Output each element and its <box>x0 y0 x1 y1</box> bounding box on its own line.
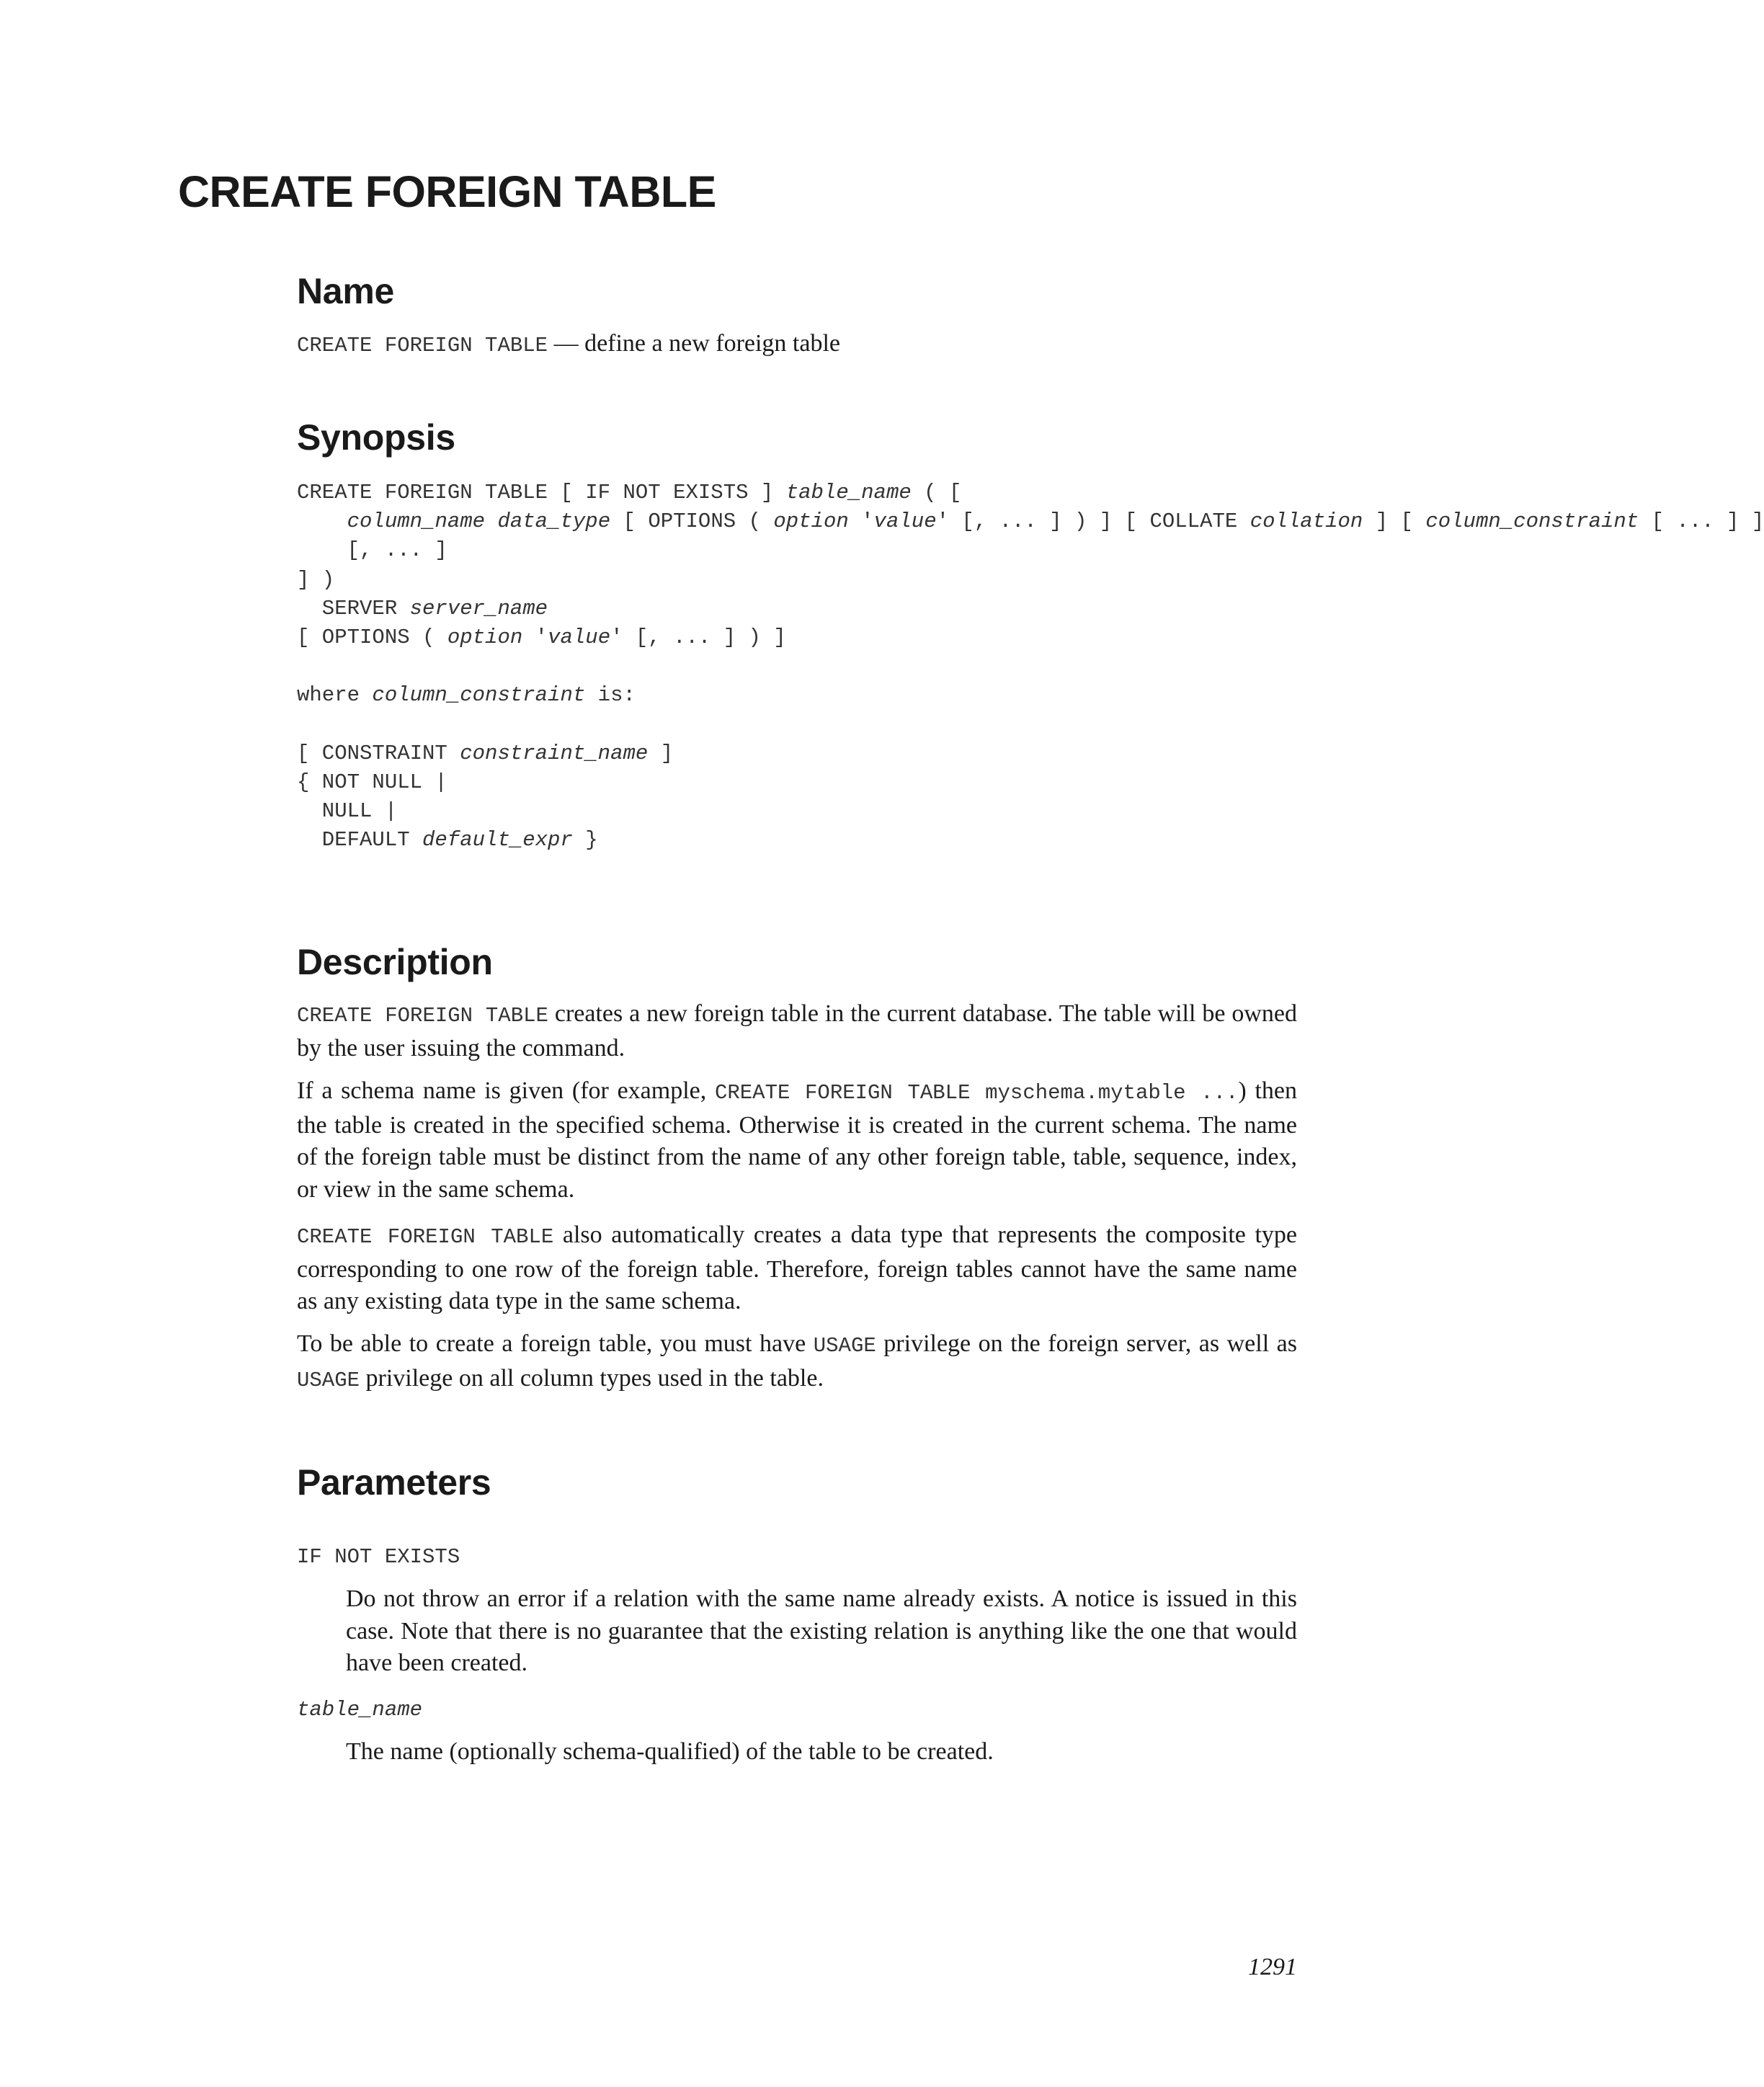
synopsis-keyword: ' [, ... ] ) ] [ COLLATE <box>936 509 1250 534</box>
parameter-definition: The name (optionally schema-qualified) of the table to be created. <box>346 1738 994 1765</box>
synopsis-line <box>297 770 447 794</box>
synopsis-placeholder: option <box>447 626 523 650</box>
synopsis-keyword: where <box>297 683 373 708</box>
parameter-term: IF NOT EXISTS <box>297 1545 460 1569</box>
synopsis-keyword: [ OPTIONS ( <box>297 626 447 650</box>
synopsis-placeholder: server_name <box>409 596 548 620</box>
synopsis-keyword <box>485 509 497 533</box>
inline-code: CREATE FOREIGN TABLE myschema.mytable ... <box>714 1081 1239 1105</box>
synopsis-line <box>297 568 334 592</box>
synopsis-line <box>297 799 397 823</box>
synopsis-line <box>297 626 786 649</box>
synopsis-keyword <box>297 509 347 533</box>
inline-code: CREATE FOREIGN TABLE <box>297 1004 548 1028</box>
synopsis-keyword: [ OPTIONS ( <box>610 509 774 534</box>
inline-code: CREATE FOREIGN TABLE <box>297 1225 554 1249</box>
synopsis-line <box>297 742 673 765</box>
parameter-definition: Do not throw an error if a relation with the same name already exists. A notice is issued in this case. Note that there is no guarantee that the existing relation is anything like the one that would have been created. <box>346 1585 1297 1676</box>
synopsis-line <box>297 538 447 562</box>
synopsis-keyword: ' <box>522 626 548 650</box>
parameters-heading: Parameters <box>297 1462 491 1503</box>
synopsis-keyword: ' [, ... ] ) ] <box>610 626 786 650</box>
synopsis-heading: Synopsis <box>297 417 455 458</box>
synopsis-placeholder: value <box>873 509 937 534</box>
synopsis-keyword: ] ) <box>297 567 335 592</box>
synopsis-keyword: } <box>572 828 598 853</box>
synopsis-keyword: NULL | <box>297 799 398 824</box>
page-title: CREATE FOREIGN TABLE <box>178 167 716 216</box>
synopsis-keyword: ] [ <box>1363 509 1426 534</box>
description-paragraph-2: If a schema name is given (for example, CREATE FOREIGN TABLE myschema.mytable ...) then the table is created in the specified schema. Otherwise it is created in the current schema. The name of the foreign table must be distinct from the name of any other foreign table, table, sequence, index, or view in the same schema. <box>297 1077 1297 1203</box>
description-paragraph-1: CREATE FOREIGN TABLE creates a new foreign table in the current database. The table will be owned by the user issuing the command. <box>297 1000 1297 1062</box>
description-paragraph-4: To be able to create a foreign table, you must have USAGE privilege on the foreign server, as well as USAGE privilege on all column types used in the table. <box>297 1330 1297 1392</box>
synopsis-placeholder: data_type <box>497 509 611 534</box>
synopsis-keyword: ( [ <box>911 481 962 504</box>
synopsis-line <box>297 683 636 707</box>
synopsis-keyword: CREATE FOREIGN TABLE [ IF NOT EXISTS ] <box>297 481 786 504</box>
synopsis-placeholder: default_expr <box>422 828 573 853</box>
synopsis-keyword: DEFAULT <box>297 828 423 853</box>
synopsis-line <box>297 509 1764 533</box>
synopsis-keyword: ] <box>648 741 674 765</box>
synopsis-placeholder: constraint_name <box>460 741 649 765</box>
synopsis-keyword: [, ... ] <box>297 538 447 563</box>
synopsis-placeholder: table_name <box>785 481 912 504</box>
synopsis-placeholder: column_constraint <box>372 683 586 708</box>
synopsis-keyword: [ ... ] ] <box>1639 509 1764 534</box>
synopsis-keyword: SERVER <box>297 596 410 620</box>
synopsis-placeholder: value <box>548 626 611 650</box>
command-summary: — define a new foreign table <box>548 330 841 357</box>
synopsis-placeholder: column_name <box>347 509 486 534</box>
description-heading: Description <box>297 942 493 982</box>
name-heading: Name <box>297 271 394 311</box>
synopsis-placeholder: column_constraint <box>1425 509 1639 534</box>
synopsis-placeholder: collation <box>1250 509 1363 534</box>
description-paragraph-3: CREATE FOREIGN TABLE also automatically creates a data type that represents the composite type corresponding to one row of the foreign table. Therefore, foreign tables cannot have the same name as any existing data type in the same schema. <box>297 1222 1297 1314</box>
synopsis-keyword: { NOT NULL | <box>297 770 447 795</box>
synopsis-line <box>297 597 548 620</box>
synopsis-keyword: ' <box>848 509 874 534</box>
parameter-term: table_name <box>297 1698 423 1722</box>
synopsis-line <box>297 828 598 852</box>
synopsis-line <box>297 481 961 504</box>
inline-code: USAGE <box>297 1368 360 1392</box>
synopsis-code-block <box>297 479 1764 855</box>
synopsis-keyword: is: <box>585 683 636 708</box>
command-name: CREATE FOREIGN TABLE <box>297 334 548 357</box>
synopsis-placeholder: option <box>773 509 849 534</box>
page-number: 1291 <box>1248 1954 1297 1980</box>
synopsis-keyword: [ CONSTRAINT <box>297 741 460 765</box>
name-paragraph <box>297 328 1297 362</box>
inline-code: USAGE <box>813 1334 876 1358</box>
